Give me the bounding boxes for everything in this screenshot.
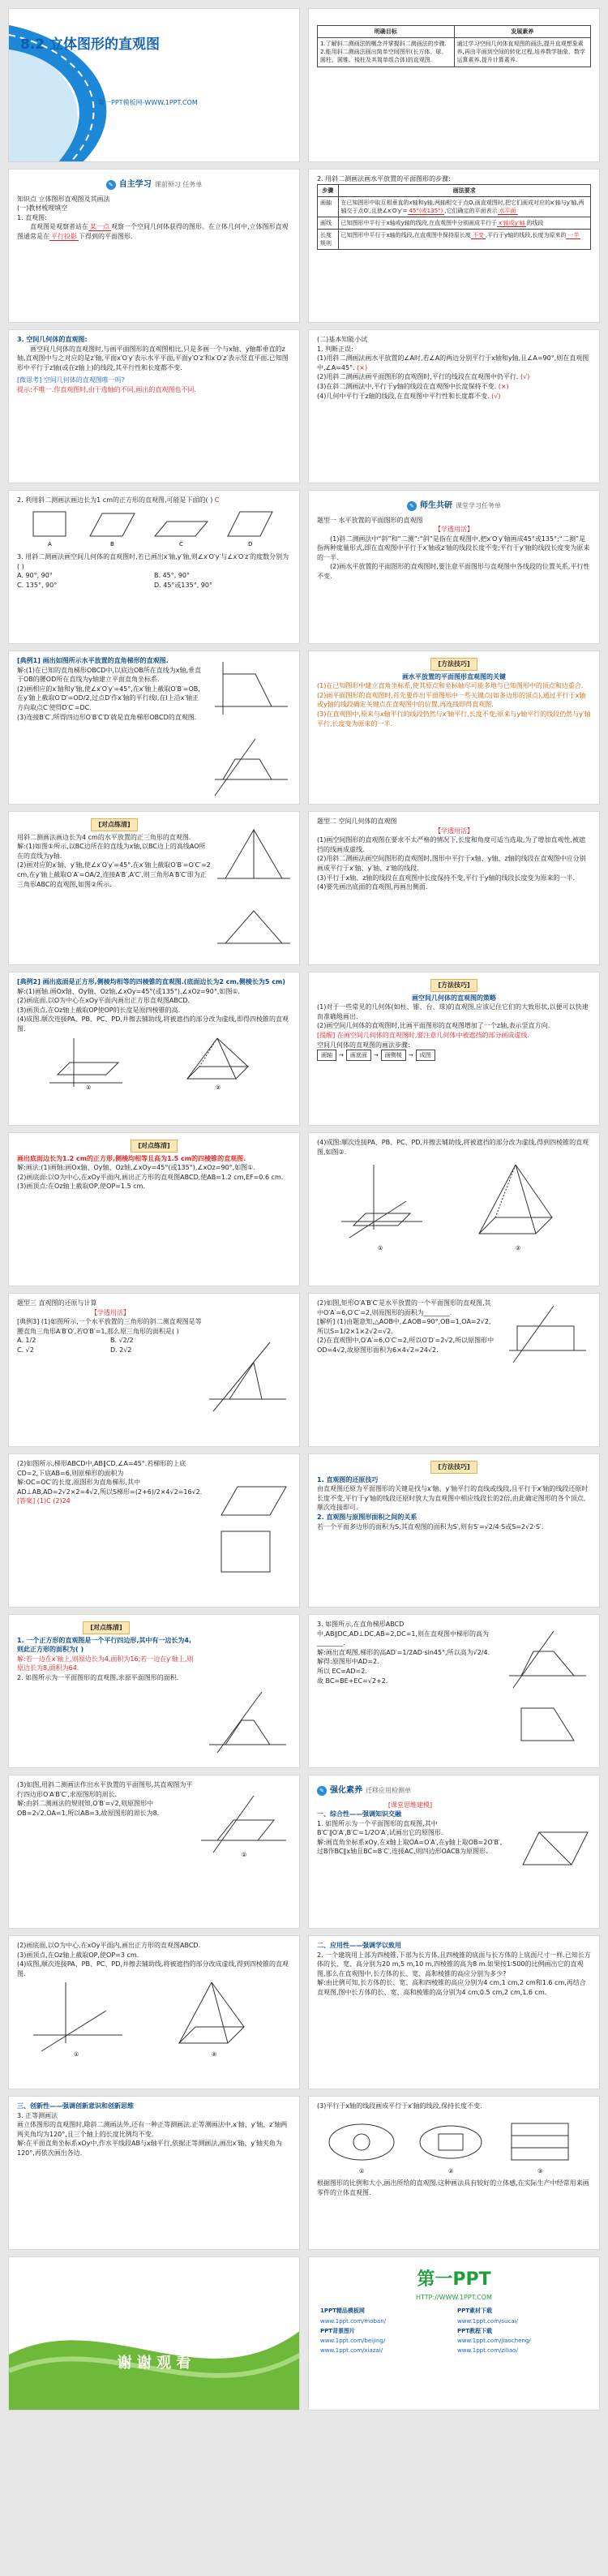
col-quality: 发展素养 — [454, 26, 591, 38]
slide-practice3c: (3)如图,用斜二测画法作出水平放置的平面图形,其直观图为平行四边形O′A′B′C′,求原图形的周长. 解:由斜二测画法的规则知,O′B′=√2,则原图形中OB=2√2,OA=1,所以AB=3,故原图形的周长为8. ① — [8, 1775, 300, 1929]
slide-thanks — [8, 2256, 300, 2411]
shape-options — [17, 505, 285, 550]
option-label: A — [48, 540, 52, 547]
goal-2: 2.能用斜二测画法画出简单空间图形(长方体、球、圆柱、圆锥、棱柱及其简单组合体)的直观图. — [320, 49, 447, 64]
triangle-figure — [213, 822, 294, 960]
slide-practice3b: 3. 如图所示,在直角梯形ABCD中,AB∥DC,AD⊥DC,AB=2,DC=1,则在直观图中梯形的高为________. 解:画出直观图,梯形的高AD′=1/2AD·sin45°,所以高为√2/4. 解得:原图形中AD=2. 所以 EC=AD=2. 故 BC=BE+EC=√2+2. — [308, 1614, 600, 1768]
figure-label: ① — [86, 1084, 92, 1091]
link[interactable]: www.1ppt.com/xiazai/ — [320, 2347, 383, 2355]
thanks-text: 谢 谢 观 看 — [117, 2355, 191, 2372]
think-question: [微思考] 空间几何体的直观图唯一吗? — [17, 376, 126, 384]
slide-steps — [308, 169, 600, 323]
slide-method1: [方法技巧] 画水平放置的平面图形直观图的关键 (1)在已知图形中建立直角坐标系,使其原点和坐标轴尽可能多地与已知图形中的顶点和边重合. (2)画平面图形的直观图时,首先要作出平面图形中一些关键点(如多边形的顶点),通过平行于x轴或y轴的线段确定关键点在直观图中的位置,再连线即得直观图. (3)在直观图中,原来与x轴平行的线段仍然与x′轴平行,长度不变;原来与y轴平行的线段仍然与y′轴平行,长度变为原来的一半. — [308, 650, 600, 805]
slide-practice3: [对点练清] 1. 一个正方形的直观图是一个平行四边形,其中有一边长为4,则此正方形的面积为( ) 解:若一边在x′轴上,则原边长为4,面积为16;若一边在y′轴上,则原边长为8,面积为64. 2. 如图所示为一平面图形的直观图,求原平面图形的面积. — [8, 1614, 300, 1768]
link[interactable]: www.1ppt.com/beijing/ — [320, 2337, 386, 2344]
thanks-decoration — [9, 2257, 300, 2411]
slide-type2: 题型二 空间几何体的直观图 【学透用活】 (1)画空间图形的直观图在要求不太严格的情况下,长度和角度可适当选取,为了增加直观性,被遮挡的线画成虚线. (2)用斜二测画法画空间图形的直观图时,图形中平行于x轴、y轴、z轴的线段在直观图中应分别画成平行于x′轴、y′轴、z′轴的线段. (3)平行于x轴、z轴的线段在直观图中长度保持不变,平行于y轴的线段长度变为原来的一半. (4)要先画出底面的直观图,再画出侧面. — [308, 811, 600, 965]
slide-self-study — [8, 169, 300, 323]
slide-isometric: (3)平行于x轴的线段画成平行于x′轴的线段,保持长度不变. ① ② ③ 根据图形的比例和大小,画出所给的直观图.这种画法具有较好的立体感,在实际生产中经常用来画零件的立体直观图. — [308, 2096, 600, 2250]
slide-choice: 2. 利用斜二测画法画边长为1 cm的正方形的直观图,可能是下面的( ) C A B C D 3. 用斜二测画法画空间几何体的直观图时,若已画出x′轴,y′轴,则∠x′O′y′与∠x′O′z′的度数分别为( ) A. 90°, 90° B. 45°, 90° C. 135°, 90° D. 45°或135°, 90° — [8, 490, 300, 644]
option-label: C — [179, 540, 183, 547]
slide-practice2b: (4)成图:顺次连接PA、PB、PC、PD,并擦去辅助线,将被遮挡的部分改为虚线,得到四棱锥的直观图,如图②. ① ② — [308, 1132, 600, 1286]
slide-type1: ✎ 师生共研 课堂学习任务单 题型一 水平放置的平面图形的直观图 【学透用活】 (1)斜二测画法中“斜”和“二测”:“斜”是指在直观图中,把x′O′y′轴画成45°或135°;“二测”是指两种度量形式,即在直观图中平行于x′轴或z′轴的线段长度不变;平行于y′轴的线段长度变为原来的一半. (2)画水平放置的平面图形的直观图时,要注意平面图形与直观图中各线段的位置关系,平行性不变. — [308, 490, 600, 644]
answer-2: 平行投影 — [51, 232, 77, 240]
figure-label: ② — [216, 1084, 221, 1091]
brand-url[interactable]: HTTP://WWW.1PPT.COM — [416, 2293, 492, 2301]
type-title: 题型一 水平放置的平面图形的直观图 — [317, 516, 423, 524]
slide-title — [8, 8, 300, 162]
goal-1: 1.了解斜二测画法的概念并掌握斜二测画法的步骤. — [320, 41, 447, 48]
road-decoration — [9, 9, 300, 162]
figure-label: ② — [212, 2051, 217, 2059]
site-label: 第一PPT模板网-WWW.1PPT.COM — [98, 99, 198, 106]
quality-text: 通过学习空间几何体直观图的画法,提升直观想象素养,再由平面到空间的转化过程,培养数学抽象、数学运算素养,提升计算素养. — [454, 38, 591, 67]
quiz-item: (3)在斜二测画法中,平行于y轴的线段在直观图中长度保持不变. (×) — [317, 382, 509, 390]
coop-icon: ✎ — [407, 501, 417, 511]
answer-1: 某一点 — [90, 223, 109, 231]
quiz-item: (1)用斜二测画法画水平放置的∠A时,若∠A的两边分别平行于x轴和y轴,且∠A=90°,则在直观图中,∠A=45°. (×) — [317, 354, 589, 371]
steps-table: 步骤 画法要求 画轴 在已知图形中取互相垂直的x轴和y轴,两轴相交于点O,画直观图时,把它们画成对应的x′轴与y′轴,两轴交于点O′,且使∠x′O′y′= 45°(或135°) ,它们确定的平面表示 水平面 画线 已知图形中平行于x轴或y轴的线段,在直观图中分别画成平行于 x′轴或y′轴 的线段 长度规则 已知图形中平行于x轴的线段,在直观图中保持原长度 不变 ,平行于y轴的线段,长度为原来的 一半 — [317, 184, 591, 251]
slide-example1: [典例1] 画出如图所示水平放置的直角梯形的直观图. 解:(1)在已知的直角梯形OBCD中,以底边OB所在直线为x轴,垂直于OB的腰OD所在直线为y轴建立平面直角坐标系. (2)画相应的x′轴和y′轴,使∠x′O′y′=45°,在x′轴上截取O′B′=OB,在y′轴上截取O′D′=OD/2,过点D′作x′轴的平行线l,在l上沿x′轴正方向取点C′使得D′C′=DC. (3)连接B′C′,所得四边形O′B′C′D′就是直角梯形OBCD的直观图. — [8, 650, 300, 805]
slide-practice1: [对点练清] 用斜二测画法画边长为4 cm的水平放置的正三角形的直观图. 解:(1)如图①所示,以BC边所在的直线为x轴,以BC边上的高线AO所在的直线为y轴. (2)画对应的x′轴、y′轴,使∠x′O′y′=45°.在x′轴上截取O′B′=O′C′=2 cm,在y′轴上截取O′A′=OA/2,连接A′B′,A′C′,则三角形A′B′C′即为正三角形ABC的直观图,如图②所示. — [8, 811, 300, 965]
slide-example2: [典例2] 画出底面是正方形,侧棱均相等的四棱锥的直观图.(底面边长为2 cm,侧棱长为5 cm) 解:(1)画轴.画Ox轴、Oy轴、Oz轴,∠xOy=45°(或135°),∠xOz=90°,如图①. (2)画底面.以O为中心在xOy平面内画出正方形直观图ABCD. (3)画顶点.在Oz轴上截取OP使OP的长度是原四棱锥的高. (4)成图.顺次连接PA、PB、PC、PD,并擦去辅助线,将被遮挡的部分改为虚线,即得四棱锥的直观图. ① ② — [8, 972, 300, 1126]
parallelogram-figure — [197, 1792, 294, 1913]
rectangle-figure — [505, 1302, 594, 1375]
link[interactable]: www.1ppt.com/moban/ — [320, 2317, 387, 2325]
knowledge-point: 知识点 立体图形直观图及其画法 — [17, 195, 110, 203]
page-title: 8.2 立体图形的直观图 — [20, 36, 161, 53]
slide-practice2: [对点练清] 画出底面边长为1.2 cm的正方形,侧棱均相等且高为1.5 cm的四棱锥的直观图. 解:画法:(1)画轴:画Ox轴、Oy轴、Oz轴,∠xOy=45°(或135°),∠xOz=90°,如图①. (2)画底面:以O为中心,在xOy平面内,画出正方形的直观图ABCD,使AB=1.2 cm,EF=0.6 cm. (3)画顶点:在Oz轴上截取OP,使OP=1.5 cm. — [8, 1132, 300, 1286]
figure-label: ① — [74, 2051, 79, 2059]
step-line: 画线 — [318, 217, 339, 230]
study-icon: ✎ — [106, 180, 116, 190]
answer: C — [214, 496, 220, 504]
slide-type3: 题型三 直观图的还原与计算 【学透用活】 [典例3] (1)如图所示,一个水平放置的三角形的斜二测直观图是等腰直角三角形A′B′O′,若O′B′=1,那么原三角形的面积是( ) A. 1/2 B. √2/2 C. √2 D. 2√2 — [8, 1293, 300, 1447]
slide-goals — [308, 8, 600, 162]
steps-intro: 2. 用斜二测画法画水平放置的平面图形的步骤: — [317, 175, 451, 182]
link[interactable]: www.1ppt.com/ziliao/ — [457, 2347, 518, 2355]
trapezoid-figure — [205, 1688, 294, 1761]
subsection: (一)教材梳理填空 — [17, 204, 68, 213]
brand-logo: 第一PPT — [417, 2269, 491, 2290]
pyramid-figures — [17, 1978, 285, 2059]
item-label: 1. 直观图: — [17, 213, 47, 221]
slide-example3b: (2)如图,矩形O′A′B′C′是水平放置的一个平面图形的直观图,其中O′A′=6,O′C′=2,则原图形的面积为________. [解析] (1)由题意知,△AOB中,∠AOB=90°,OB=1,OA=2√2,所以S=1/2×1×2√2=√2. (2)在直观图中,O′A′=6,O′C′=2,所以O′D′=2√2,所以原图形中OD=4√2,故原图形面积为6×4√2=24√2. — [308, 1293, 600, 1447]
slide-method2: [方法技巧] 画空间几何体的直观图的策略 (1)对于一些常见的几何体(如柱、锥、台、球)的直观图,应该记住它们的大致形状,以便可以快速而准确地画出. (2)画空间几何体的直观图时,比画平面图形的直观图增加了一个z轴,表示竖直方向. [提醒] 在画空间几何体的直观图时,要注意几何体中被遮挡的部分画成虚线. 空间几何体的直观图的画法步骤: 画轴 → 画底面 → 画侧棱 → 成图 — [308, 972, 600, 1126]
slide-innovation: 三、创新性——强调创新意识和创新思维 3. 正等测画法 画立体图形的直观图时,除斜二测画法外,还有一种正等测画法.正等测画法中,x′轴、y′轴、z′轴两两夹角均为120°,且三个轴上的长度比例均不变. 解:在平面直角坐标系xOy中,作水平线段AB与x轴平行,依据正等测画法,画出x′轴、y′轴夹角为120°,再依次画出各边. — [8, 2096, 300, 2250]
figure-label: ② — [448, 2167, 454, 2175]
slide-method3: [方法技巧] 1. 直观图的还原技巧 由直观图还原为平面图形的关键是找与x′轴、y′轴平行的直线或线段,且平行于x′轴的线段还原时长度不变,平行于y′轴的线段还原时放大为直观图中相应线段长的2倍,由此确定图形的各个顶点,顺次连接即可. 2. 直观图与原图形面积之间的关系 若一个平面多边形的面积为S,其直观图的面积为S′,则有S′=√2/4·S或S=2√2·S′. — [308, 1453, 600, 1608]
pyramid-figures — [317, 1157, 584, 1254]
figure-label: ② — [516, 1245, 521, 1252]
link-grid: 1PPT精品模板网 PPT素材下载 www.1ppt.com/moban/ www.1ppt.com/sucai/ PPT背景图片 PPT教程下载 www.1ppt.com/beijing/ www.1ppt.com/jiaocheng/ www.1ppt.com/xiazai/ www.1ppt.com/ziliao/ — [309, 2302, 599, 2359]
figure-label: ③ — [537, 2167, 543, 2175]
step-length: 长度规则 — [318, 230, 339, 250]
link[interactable]: www.1ppt.com/jiaocheng/ — [457, 2337, 531, 2344]
slide-solution3: (2)如图所示,梯形ABCD中,AB∥CD,∠A=45°.若梯形的上底CD=2,下底AB=6,则原梯形的面积为 解:OC=OC′的长度,原图形为直角梯形,其中AD⊥AB,AD=2√2×2=4√2,所以S梯形=(2+6)/2×4√2=16√2. [答案] (1)C (2)24 — [8, 1453, 300, 1608]
figure — [507, 1800, 596, 1905]
goals-table — [317, 25, 591, 67]
slide-quiz: (二)基本知能小试 1. 判断正误: (1)用斜二测画法画水平放置的∠A时,若∠A的两边分别平行于x轴和y轴,且∠A=90°,则在直观图中,∠A=45°. (×) (2)用斜二测画法画平面图形的直观图时,平行的线段在直观图中仍平行. (√) (3)在斜二测画法中,平行于y轴的线段在直观图中长度保持不变. (×) (4)几何中平行于z轴的线段,在直观图中平行性和长度都不变. (√) — [308, 329, 600, 483]
quiz-item: (2)用斜二测画法画平面图形的直观图时,平行的线段在直观图中仍平行. (√) — [317, 373, 530, 381]
slide-literacy: ✎ 强化素养 迁移应用检测单 [课堂思维建模] 一、综合性——强调知识交融 1. 如图所示为一个平面图形的直观图,其中B′C′∥O′A′,B′C′=1/2O′A′,试画出它的原图形. 解:画直角坐标系xOy,在x轴上取OA=O′A′,在y轴上取OB=2O′B′,过B作BC∥x轴且BC=B′C′,连接AC,则四边形OACB为原图形. — [308, 1775, 600, 1929]
quiz-item: (4)几何中平行于z轴的线段,在直观图中平行性和长度都不变. (√) — [317, 392, 501, 400]
isometric-figures — [317, 2111, 584, 2176]
trapezoid-figure — [207, 658, 296, 804]
section-sub: 课前预习 任务单 — [154, 181, 203, 189]
step-axis: 画轴 — [318, 196, 339, 217]
col-goal: 明确目标 — [318, 26, 455, 38]
section-title: 自主学习 — [118, 180, 152, 189]
choices: A. 90°, 90° B. 45°, 90° C. 135°, 90° D. 45°或135°, 90° — [17, 572, 212, 589]
figure-label: ① — [242, 1852, 247, 1858]
steps-flow: 画轴 → 画底面 → 画侧棱 → 成图 — [317, 1050, 591, 1061]
option-label: D — [248, 540, 253, 547]
slide-3d-intro: 3. 空间几何体的直观图: 画空间几何体的直观图时,与画平面图形的直观图相比,只是多画一个与x轴、y轴都垂直的z轴,直观图中与之对应的是z′轴,平面x′O′y′表示水平平面,平面y′O′z′和x′O′z′表示竖直平面.已知图形中平行于z轴(或在z轴上)的线段,其平行性和长度都不变. [微思考] 空间几何体的直观图唯一吗? 提示:不唯一.作直观图时,由于选轴的不同,画出的直观图也不同. — [8, 329, 300, 483]
slide-application: 二、应用性——强调学以致用 2. 一个建筑用上部为四棱锥,下部为长方体,且四棱锥的底面与长方体的上底面尺寸一样.已知长方体的长、宽、高分别为20 m,5 m,10 m,四棱锥的高为8 m.如果按1∶500的比例画出它的直观图,那么在直观图中,长方体的长、宽、高和棱锥的高应分别为多少? 解:由比例可知,长方体的长、宽、高和四棱锥的高应分别为4 cm,1 cm,2 cm和1.6 cm,再结合直观图,图中长方体的长、宽、高和棱锥的高分别为4 cm,0.5 cm,2 cm,1.6 cm. — [308, 1935, 600, 2089]
pyramid-figures — [17, 1034, 285, 1091]
trapezoid-figure — [505, 1627, 594, 1757]
paragraph: 画空间几何体的直观图时,与画平面图形的直观图相比,只是多画一个与x轴、y轴都垂直的z轴,直观图中与之对应的是z′轴,平面x′O′y′表示水平平面,平面y′O′z′和x′O′z′表示竖直平面.已知图形中平行于z轴(或在z轴上)的线段,其平行性和长度都不变. — [17, 345, 289, 371]
triangle-figure — [205, 1334, 294, 1415]
slide-brand — [308, 2256, 600, 2411]
slide-draw: (2)画底面,以O为中心,在xOy平面内,画出正方形的直观图ABCD. (3)画顶点,在Oz轴上截取OP,使OP=3 cm. (4)成图,顺次连接PA、PB、PC、PD,并擦去辅助线,将被遮挡的部分改成虚线,得到四棱锥的直观图. ① ② — [8, 1935, 300, 2089]
literacy-icon: ✎ — [317, 1786, 327, 1796]
figure-label: ① — [359, 2167, 365, 2175]
option-label: B — [110, 540, 114, 547]
think-answer: 提示:不唯一.作直观图时,由于选轴的不同,画出的直观图也不同. — [17, 385, 196, 393]
parallelogram-figure — [205, 1466, 294, 1588]
link[interactable]: www.1ppt.com/sucai/ — [457, 2317, 518, 2325]
figure-label: ① — [378, 1245, 383, 1252]
definition-paragraph: 直观图是观察者站在 某一点 观察一个空间几何体获得的图形。在立体几何中,立体图形直观图通常是在 平行投影 下得到的平面图形. — [17, 223, 289, 240]
